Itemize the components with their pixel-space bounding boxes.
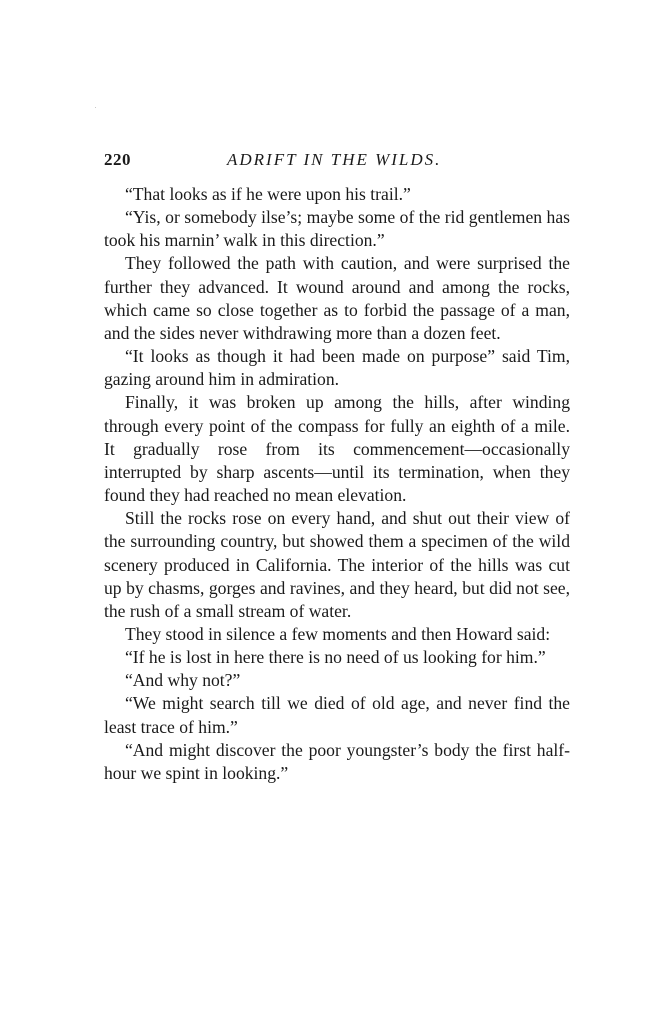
paragraph: They followed the path with caution, and were surprised the further they advanced. It wound around and among the rocks, which came so close together as to forbid the passage of a man, and the sides never withdrawing more than a dozen feet. xyxy=(104,253,570,343)
paragraph: “That looks as if he were upon his trail.” xyxy=(125,184,411,204)
paragraph: “We might search till we died of old age, and never find the least trace of him.” xyxy=(104,693,570,737)
paragraph: Finally, it was broken up among the hills, after winding through every point of the compass for fully an eighth of a mile. It gradually rose from its commencement—occasionally interrupted by sharp ascents—until its termination, when they found they had reached no mean elevation. xyxy=(104,392,570,506)
page-header xyxy=(104,150,570,174)
paper-speck xyxy=(95,107,96,108)
paragraph: “And why not?” xyxy=(125,670,241,691)
paragraph: Still the rocks rose on every hand, and shut out their view of the surrounding country, but showed them a specimen of the wild scenery produced in California. The interior of the hills was cut up by chasms, gorges and ravines, and they heard, but did not see, the rush of a small stream of water. xyxy=(104,508,570,621)
paragraph: “And might discover the poor youngster’s body the first half-hour we spint in looking.” xyxy=(104,739,570,783)
paragraph: They stood in silence a few moments and then Howard said: xyxy=(125,623,551,644)
page-number: 220 xyxy=(104,150,131,169)
running-head: ADRIFT IN THE WILDS. xyxy=(227,150,442,169)
paragraph: “It looks as though it had been made on purpose” said Tim, gazing around him in admiration. xyxy=(104,346,570,390)
paragraph: “Yis, or somebody ilse’s; maybe some of the rid gentlemen has took his marnin’ walk in this direction.” xyxy=(104,207,570,251)
paragraph: “If he is lost in here there is no need of us looking for him.” xyxy=(125,647,546,668)
body-text xyxy=(104,183,570,785)
